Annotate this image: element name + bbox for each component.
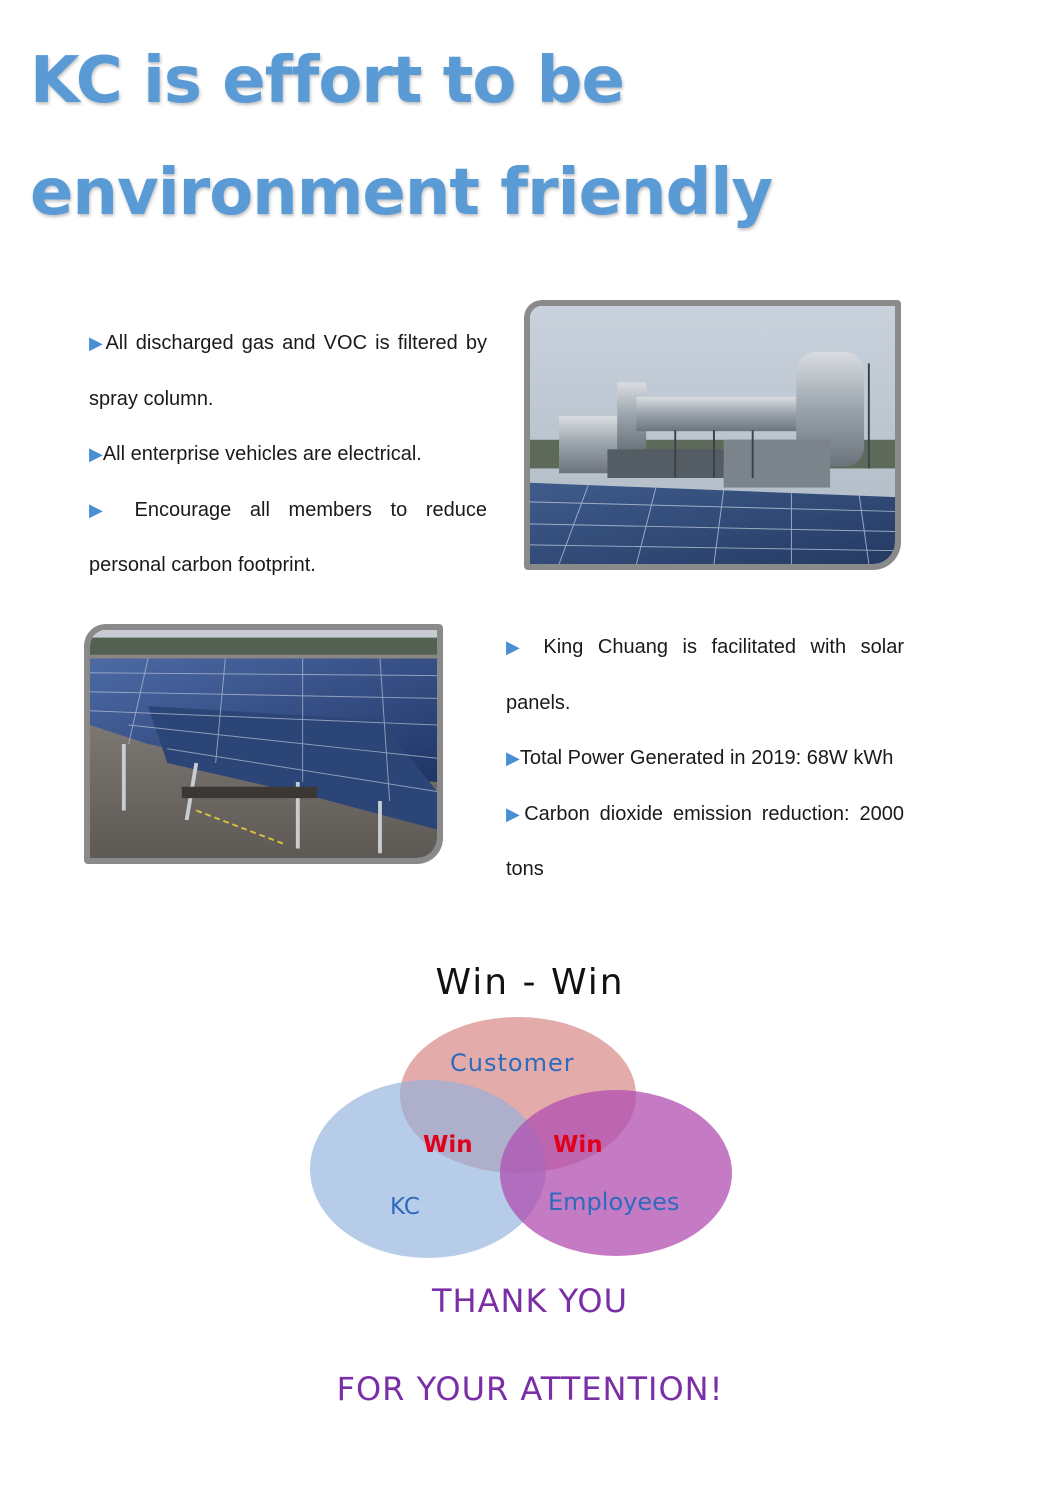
bottom-bullet-list <box>506 620 904 898</box>
bullet-electric-vehicles: ▶All enterprise vehicles are electrical. <box>89 443 422 465</box>
triangle-bullet-icon: ▶ <box>89 444 103 464</box>
page-title-line-1: KC is effort to be <box>30 44 624 118</box>
attention-text: FOR YOUR ATTENTION! <box>336 1370 724 1408</box>
triangle-bullet-icon: ▶ <box>89 499 116 520</box>
page-title-line-2: environment friendly <box>30 156 773 230</box>
bullet-carbon-footprint: ▶ Encourage all members to reduce <box>89 498 487 521</box>
triangle-bullet-icon: ▶ <box>506 803 525 824</box>
thank-you-text: THANK YOU <box>432 1282 628 1320</box>
ventilation-ducts-photo <box>524 300 901 570</box>
triangle-bullet-icon: ▶ <box>506 748 520 768</box>
bullet-filtered-gas: ▶All discharged gas and VOC is filtered by <box>89 332 488 354</box>
win-win-venn-diagram <box>300 1015 740 1265</box>
venn-label-win-right: Win <box>553 1132 603 1158</box>
venn-label-employees: Employees <box>548 1188 680 1216</box>
rooftop-solar-photo <box>84 624 443 864</box>
bullet-power-generated: ▶Total Power Generated in 2019: 68W kWh <box>506 747 894 769</box>
venn-label-win-left: Win <box>423 1132 473 1158</box>
triangle-bullet-icon: ▶ <box>506 637 529 657</box>
bullet-filtered-gas-cont: spray column. <box>89 387 214 410</box>
triangle-bullet-icon: ▶ <box>89 333 106 353</box>
venn-label-customer: Customer <box>450 1049 575 1077</box>
rooftop-solar-image <box>90 630 437 858</box>
ventilation-ducts-image <box>530 306 895 564</box>
bullet-solar-panels-cont: panels. <box>506 691 571 714</box>
venn-title: Win - Win <box>435 962 625 1003</box>
bullet-carbon-footprint-cont: personal carbon footprint. <box>89 554 316 576</box>
bullet-co2-reduction: ▶Carbon dioxide emission reduction: 2000 <box>506 802 904 825</box>
bullet-co2-reduction-cont: tons <box>506 858 544 880</box>
venn-label-kc: KC <box>390 1194 420 1220</box>
bullet-solar-panels: ▶ King Chuang is facilitated with solar <box>506 636 905 658</box>
top-bullet-list <box>89 316 487 594</box>
employees-circle <box>500 1090 732 1256</box>
